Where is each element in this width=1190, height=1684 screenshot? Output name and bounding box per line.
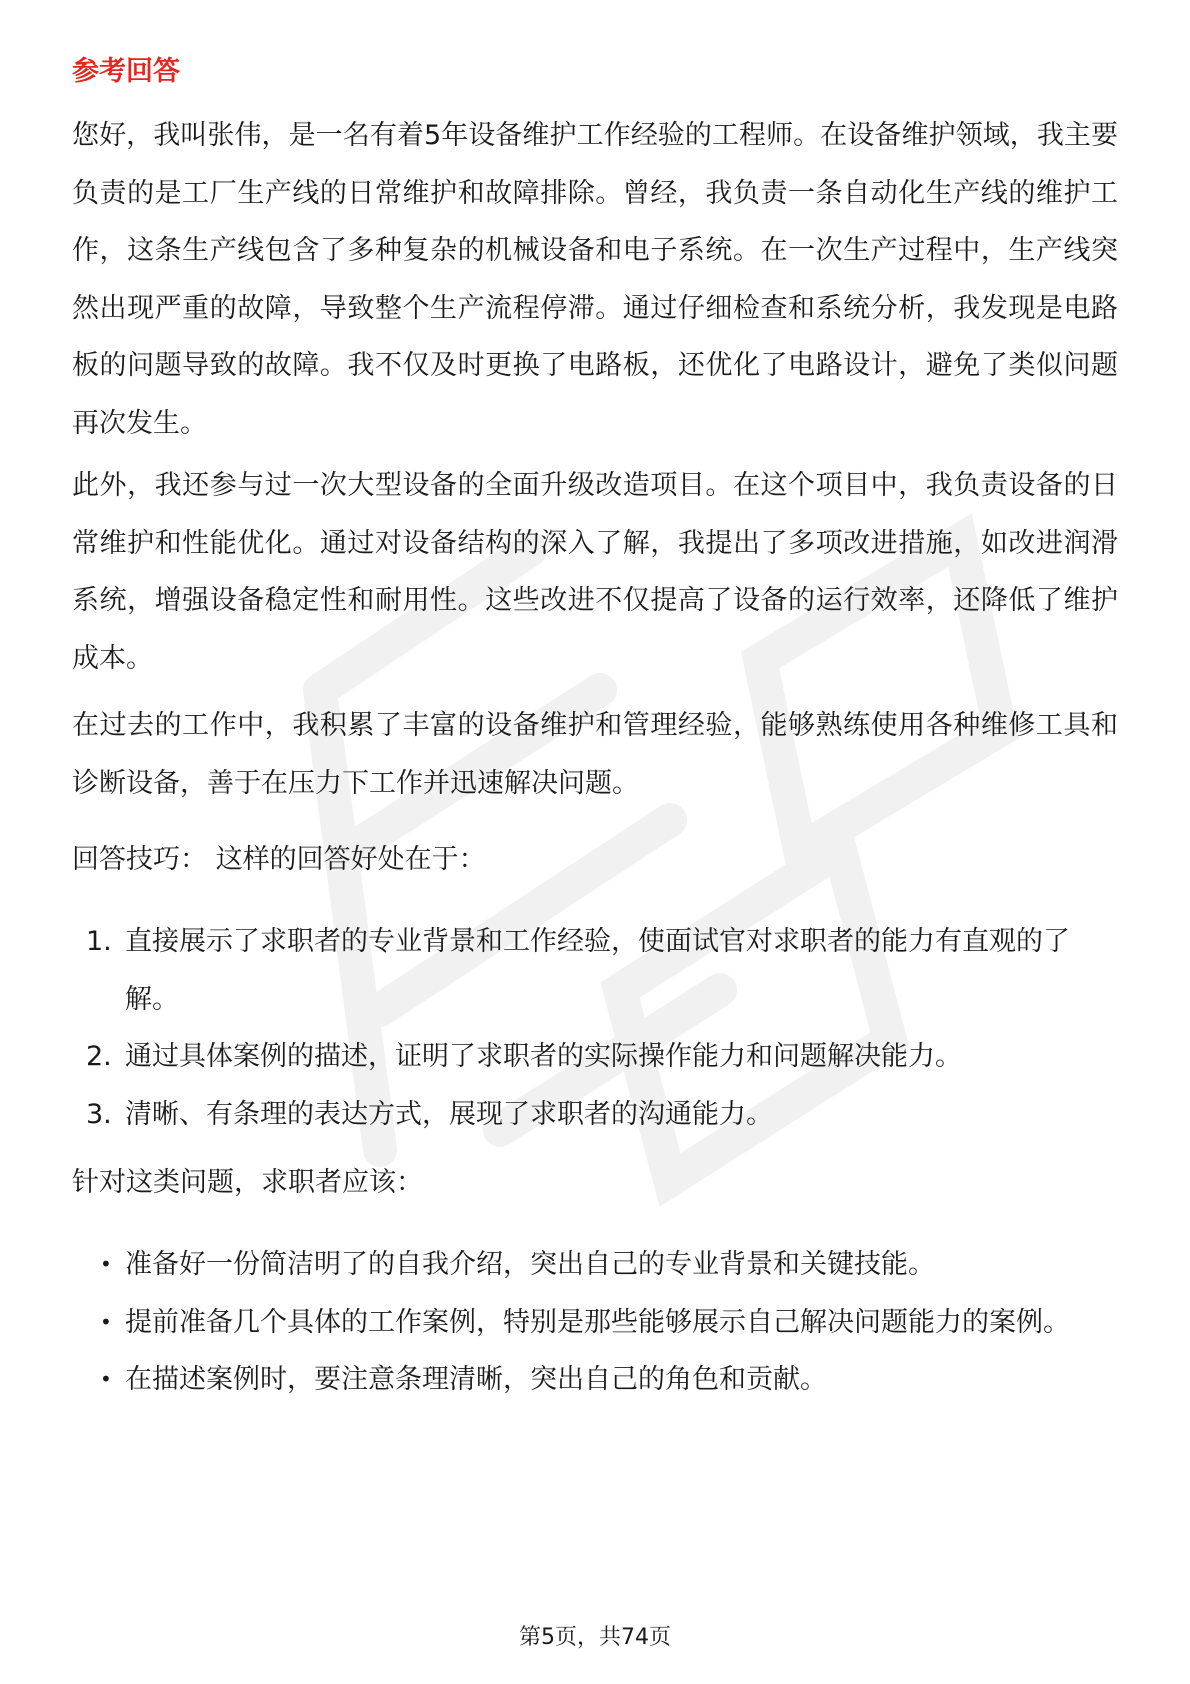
bullet: • (100, 1309, 112, 1334)
list-item (72, 1294, 1118, 1352)
answer-paragraph-3: 在过去的工作中，我积累了丰富的设备维护和管理经验，能够熟练使用各种维修工具和诊断设备，善于在压力下工作并迅速解决问题。 (72, 710, 1118, 799)
list-item (72, 1028, 1118, 1086)
list-item (72, 913, 1118, 1028)
advice-heading: 针对这类问题，求职者应该： (72, 1167, 423, 1198)
page-number-footer: 第5页，共74页 (519, 1625, 671, 1650)
tips-list (72, 913, 1118, 1143)
bullet: • (100, 1367, 112, 1391)
list-item-text: 提前准备几个具体的工作案例，特别是那些能够展示自己解决问题能力的案例。 (125, 1306, 1070, 1338)
list-item-text: 通过具体案例的描述，证明了求职者的实际操作能力和问题解决能力。 (125, 1041, 962, 1072)
tips-heading: 回答技巧： 这样的回答好处在于： (72, 844, 486, 875)
bullet: • (100, 1252, 112, 1276)
section-title: 参考回答 (72, 56, 180, 87)
list-item (72, 1086, 1118, 1144)
answer-paragraph-2: 此外，我还参与过一次大型设备的全面升级改造项目。在这个项目中，我负责设备的日常维护和性能优化。通过对设备结构的深入了解，我提出了多项改进措施，如改进润滑系统，增强设备稳定性和耐用性。这些改进不仅提高了设备的运行效率，还降低了维护成本。 (72, 470, 1118, 674)
list-number: 1. (86, 926, 112, 957)
list-item-text: 清晰、有条理的表达方式，展现了求职者的沟通能力。 (125, 1098, 773, 1130)
list-item (72, 1351, 1118, 1409)
list-item-text: 在描述案例时，要注意条理清晰，突出自己的角色和贡献。 (125, 1364, 827, 1395)
list-item-text: 准备好一份简洁明了的自我介绍，突出自己的专业背景和关键技能。 (125, 1249, 935, 1280)
list-item (72, 1236, 1118, 1294)
list-item-text: 直接展示了求职者的专业背景和工作经验，使面试官对求职者的能力有直观的了解。 (125, 926, 1070, 1015)
advice-list (72, 1236, 1118, 1409)
answer-paragraph-1: 您好，我叫张伟，是一名有着5年设备维护工作经验的工程师。在设备维护领域，我主要负责的是工厂生产线的日常维护和故障排除。曾经，我负责一条自动化生产线的维护工作，这条生产线包含了多种复杂的机械设备和电子系统。在一次生产过程中，生产线突然出现严重的故障，导致整个生产流程停滞。通过仔细检查和系统分析，我发现是电路板的问题导致的故障。我不仅及时更换了电路板，还优化了电路设计，避免了类似问题再次发生。 (72, 120, 1118, 439)
list-number: 2. (86, 1041, 112, 1072)
list-number: 3. (86, 1098, 112, 1130)
